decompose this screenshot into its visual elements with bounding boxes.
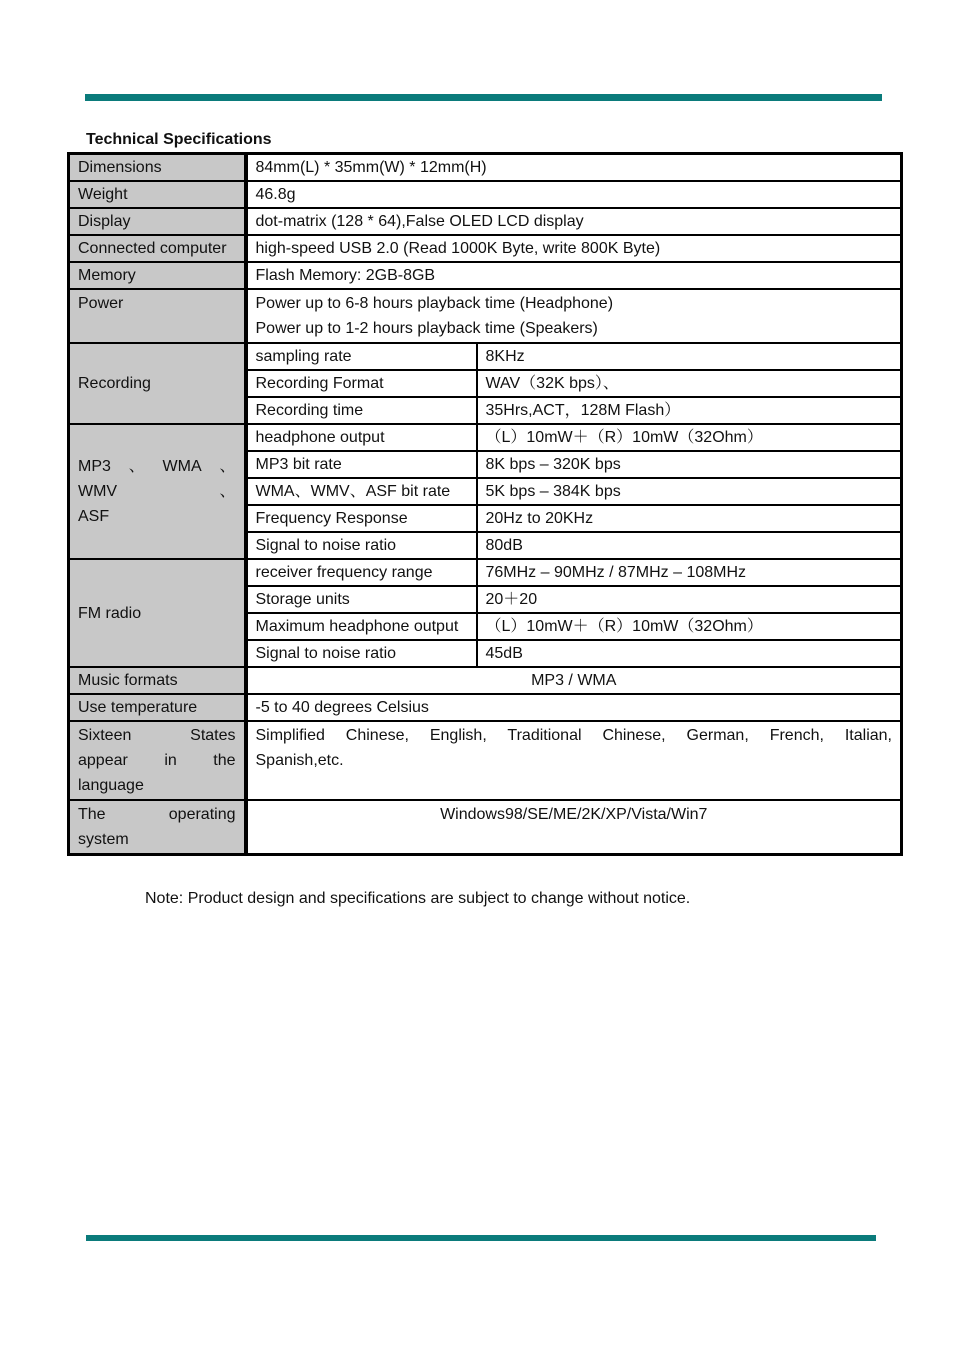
language-label-line-2: appear in the	[78, 752, 236, 769]
table-row	[69, 343, 902, 370]
item-value: （L）10mW＋（R）10mW（32Ohm）	[477, 613, 902, 640]
language-label-line-3: language	[78, 777, 144, 794]
group-label-mp3	[69, 424, 246, 559]
row-value	[246, 721, 902, 800]
row-label: Weight	[69, 181, 246, 208]
item-name: receiver frequency range	[246, 559, 477, 586]
row-label: Memory	[69, 262, 246, 289]
table-row	[69, 667, 902, 694]
table-row	[69, 181, 902, 208]
item-value: 20Hz to 20KHz	[477, 505, 902, 532]
item-value: 20＋20	[477, 586, 902, 613]
table-row	[69, 235, 902, 262]
row-value: Windows98/SE/ME/2K/XP/Vista/Win7	[246, 800, 902, 855]
row-label: Display	[69, 208, 246, 235]
row-label: Use temperature	[69, 694, 246, 721]
header-rule-thin	[85, 100, 882, 101]
item-name: WMA、WMV、ASF bit rate	[246, 478, 477, 505]
os-label-line-1: The operating	[78, 806, 236, 823]
row-label: Dimensions	[69, 154, 246, 182]
power-label: Power	[78, 295, 124, 312]
table-row	[69, 694, 902, 721]
item-value: 8KHz	[477, 343, 902, 370]
row-value	[246, 289, 902, 343]
table-row	[69, 262, 902, 289]
power-line-2: Power up to 1-2 hours playback time (Speakers)	[255, 320, 598, 337]
item-name: Recording time	[246, 397, 477, 424]
item-name: Maximum headphone output	[246, 613, 477, 640]
group-label-recording: Recording	[69, 343, 246, 424]
item-name: Signal to noise ratio	[246, 640, 477, 667]
row-value: high-speed USB 2.0 (Read 1000K Byte, write 800K Byte)	[246, 235, 902, 262]
table-row	[69, 559, 902, 586]
language-label-line-1: Sixteen States	[78, 727, 236, 744]
item-name: Recording Format	[246, 370, 477, 397]
item-value: 5K bps – 384K bps	[477, 478, 902, 505]
os-label-line-2: system	[78, 831, 129, 848]
row-label	[69, 800, 246, 855]
footnote: Note: Product design and specifications are subject to change without notice.	[145, 890, 691, 907]
item-value: 80dB	[477, 532, 902, 559]
item-value: 35Hrs,ACT，128M Flash）	[477, 397, 902, 424]
table-row	[69, 154, 902, 182]
mp3-label-line-2: ASF	[78, 508, 110, 525]
item-name: headphone output	[246, 424, 477, 451]
row-label: Connected computer	[69, 235, 246, 262]
item-value: 8K bps – 320K bps	[477, 451, 902, 478]
language-value-line-1: Simplified Chinese, English, Traditional Chinese, German, French, Italian,	[255, 727, 892, 744]
item-value: 45dB	[477, 640, 902, 667]
table-row	[69, 800, 902, 855]
item-name: MP3 bit rate	[246, 451, 477, 478]
item-value: WAV（32K bps）、	[477, 370, 902, 397]
item-name: Storage units	[246, 586, 477, 613]
table-row	[69, 289, 902, 343]
item-name: Signal to noise ratio	[246, 532, 477, 559]
specifications-table	[67, 152, 903, 856]
table-row	[69, 208, 902, 235]
table-row	[69, 721, 902, 800]
item-name: Frequency Response	[246, 505, 477, 532]
row-value: -5 to 40 degrees Celsius	[246, 694, 902, 721]
row-label	[69, 721, 246, 800]
item-value: 76MHz – 90MHz / 87MHz – 108MHz	[477, 559, 902, 586]
item-name: sampling rate	[246, 343, 477, 370]
row-label	[69, 289, 246, 343]
footer-rule	[86, 1235, 876, 1241]
power-line-1: Power up to 6-8 hours playback time (Headphone)	[255, 295, 614, 312]
section-title: Technical Specifications	[86, 131, 272, 148]
row-value: dot-matrix (128 * 64),False OLED LCD display	[246, 208, 902, 235]
item-value: （L）10mW＋（R）10mW（32Ohm）	[477, 424, 902, 451]
row-value: 84mm(L) * 35mm(W) * 12mm(H)	[246, 154, 902, 182]
row-value: 46.8g	[246, 181, 902, 208]
table-row	[69, 424, 902, 451]
group-label-fm: FM radio	[69, 559, 246, 667]
language-value-line-2: Spanish,etc.	[255, 752, 344, 769]
row-label: Music formats	[69, 667, 246, 694]
mp3-label-line-1: MP3、WMA、WMV、	[78, 458, 236, 500]
row-value: Flash Memory: 2GB-8GB	[246, 262, 902, 289]
row-value: MP3 / WMA	[246, 667, 902, 694]
